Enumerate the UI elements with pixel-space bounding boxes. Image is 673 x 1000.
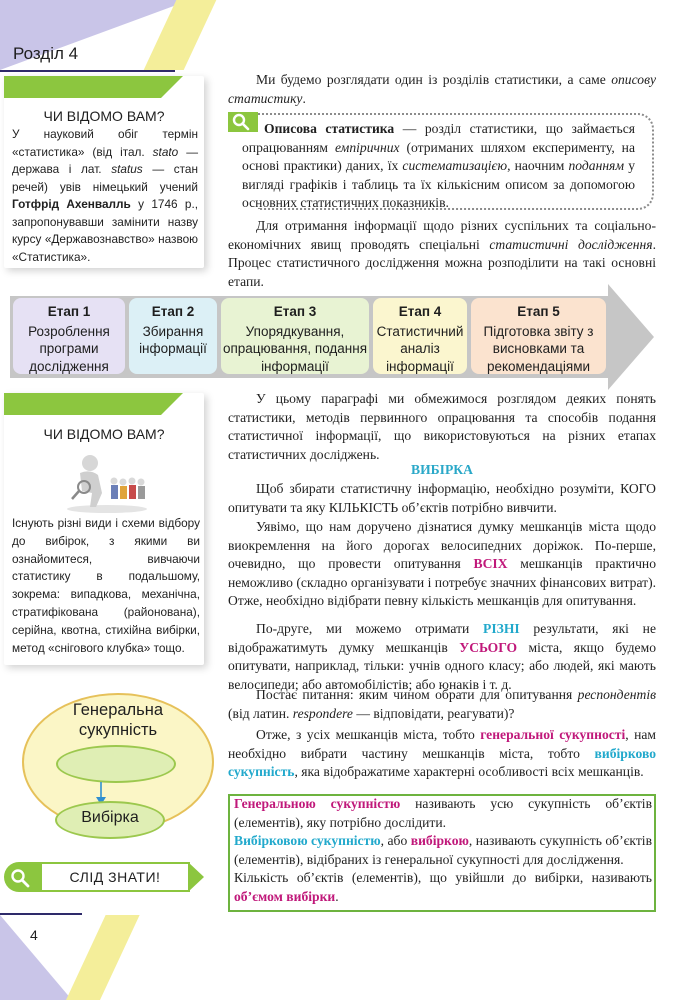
did-you-know-box-1 [4, 76, 204, 268]
header-band [0, 0, 673, 70]
sample-heading: ВИБІРКА [411, 462, 473, 477]
stats-paragraph: Для отримання інформації щодо різних суспільних та соціально-економічних явищ проводять спеціальні статистичні дослідження. Процес статистичного дослідження можна розподілити на такі основні етапи. [228, 218, 656, 289]
footer-yellow-stripe [66, 915, 140, 1000]
did-you-know-box-2 [4, 393, 204, 665]
sample-label: Вибірка [81, 809, 139, 826]
did-you-know-text: У науковий обіг термін «статистика» (від італ. stato — держава і лат. status — стан речей) увів німецький учений Готфрід Ахенвалль у 1746 р., запропонувавши замінити назву курсу «Державознавство» назвою «Статистика». [12, 127, 199, 264]
stage-3: Етап 3 Упорядкування, опрацювання, подання інформації [221, 298, 369, 374]
must-know-label: СЛІД ЗНАТИ! [69, 869, 161, 885]
stage-4: Етап 4 Статистичний аналіз інформації [373, 298, 467, 374]
imagine-paragraph: Уявімо, що нам доручено дізнатися думку мешканців міста щодо виокремлення на його дорогах велосипедних доріжок. По-перше, очевидно, що провести опитування ВСІХ мешканців практично неможливо (складно організувати і потребує значних фінансових витрат). Отже, необхідно відібрати певну кількість мешканців для опитування. [228, 519, 656, 609]
did-you-know-text: Існують різні види і схеми відбору до вибірок, з якими ви ознайомитеся, вивчаючи статистику в подальшому, зокрема: випадкова, механічна, стратифікована (районована), серійна, квотна, стихійна вибірки, метод «снігового клубка» тощо. [12, 516, 200, 655]
general-population-label: Генеральна сукупність [72, 701, 164, 739]
second-paragraph: По-друге, ми можемо отримати РІЗНІ результати, які не відображатимуть думку мешканців УСЬОГО міста, якщо будемо опитувати, наприклад, тільки: учнів одного класу; або людей, які мають велосипеди; або автомобілістів; або юнаків і т. д. [228, 621, 656, 692]
definition-text: Описова статистика — розділ статистики, що займається опрацюванням емпіричних (отриманих шляхом експерименту, на основі практики) даних, їх систематизацією, наочним поданням у вигляді графіків і таблиць та їх кількісним описом за допомогою основних статистичних показників. [242, 121, 635, 211]
sample-ellipse-inside [56, 745, 176, 783]
page-number: 4 [30, 927, 38, 943]
definitions-text: Генеральною сукупністю називають усю сукупність об’єктів (елементів), яку потрібно дослідити. Вибірковою сукупністю, або вибіркою, називають сукупність об’єктів (елементів), відібраних із генеральної сукупності для дослідження. Кількість об’єктів (елементів), що увійшли до вибірки, називають об’ємом вибірки. [234, 796, 652, 904]
people-illustration [62, 451, 152, 513]
stages-arrow-head [608, 284, 654, 390]
collect-paragraph: Щоб збирати статистичну інформацію, необхідно розуміти, КОГО опитувати та яку КІЛЬКІСТЬ об’єктів потрібно вивчити. [228, 481, 656, 515]
stage-1: Етап 1 Розроблення програми дослідження [13, 298, 125, 374]
stage-2: Етап 2 Збирання інформації [129, 298, 217, 374]
so-paragraph: Отже, з усіх мешканців міста, тобто генеральної сукупності, нам необхідно вибрати частину мешканців міста, тобто вибірково сукупність, яка відображатиме характерні особливості всіх мешканців. [228, 727, 656, 780]
limits-paragraph: У цьому параграфі ми обмежимося розглядом деяких понять статистики, методів первинного опрацювання та способів подання статистичної інформації, що використовуються на різних етапах статистичних досліджень. [228, 391, 656, 462]
header-underline [0, 70, 175, 72]
green-tab [4, 393, 161, 415]
question-paragraph: Постає питання: яким чином обрати для опитування респондентів (від латин. respondere — відповідати, реагувати)? [228, 687, 656, 721]
stage-5: Етап 5 Підготовка звіту з висновками та рекомендаціями [471, 298, 606, 374]
intro-paragraph: Ми будемо розглядати один із розділів статистики, а саме описову статистику. [228, 72, 657, 106]
green-tab [4, 76, 161, 98]
did-you-know-title: ЧИ ВІДОМО ВАМ? [43, 426, 165, 442]
magnifier-icon [10, 868, 30, 888]
section-title: Розділ 4 [13, 44, 79, 63]
did-you-know-title: ЧИ ВІДОМО ВАМ? [43, 108, 165, 124]
must-know-arrow [188, 862, 204, 892]
